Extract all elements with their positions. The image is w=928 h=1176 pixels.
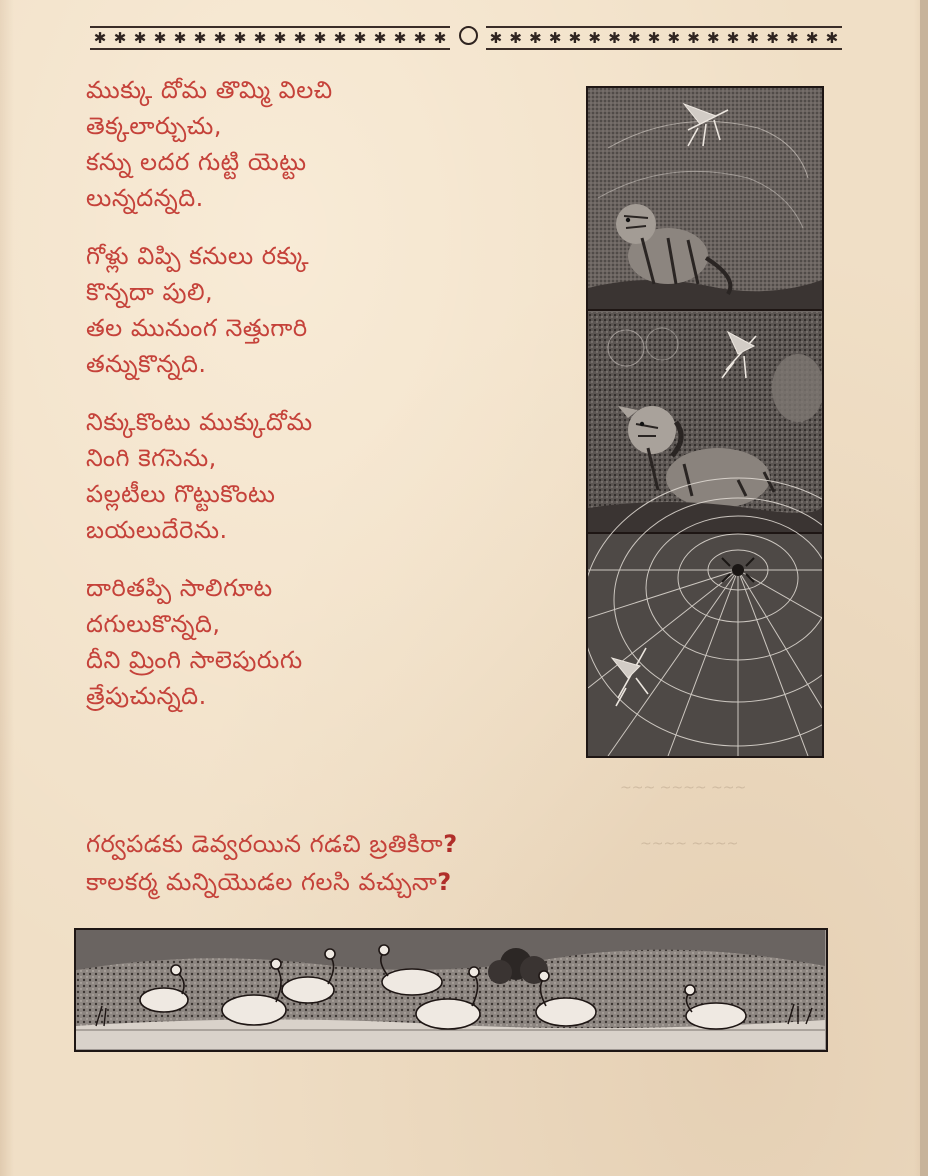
poem-line: లున్నదన్నది. — [86, 184, 204, 212]
poem-line: దగులుకొన్నది, — [86, 610, 221, 638]
poem — [86, 74, 556, 716]
stanza-3 — [86, 406, 556, 550]
geese-banner-illustration — [74, 928, 828, 1052]
ornament-star-icon: ✱ — [608, 29, 621, 47]
poem-line: కొన్నదా పులి, — [86, 278, 214, 306]
poem-line: బయలుదేరెను. — [86, 516, 228, 544]
stanza-2 — [86, 240, 556, 384]
poem-line: దీని మ్రింగి సాలెపురుగు — [86, 646, 303, 674]
ornament-star-icon: ✱ — [509, 29, 522, 47]
ornament-border-left — [90, 26, 450, 50]
scene-tiger-scratching — [588, 312, 822, 533]
ornament-star-icon: ✱ — [373, 29, 387, 47]
poem-line: దారితప్పి సాలిగూట — [86, 574, 273, 602]
ornament-star-icon: ✱ — [786, 29, 799, 47]
ornament-star-icon: ✱ — [293, 29, 307, 47]
poem-line: తెక్కలార్చుచు, — [86, 112, 222, 140]
page-edge — [920, 0, 928, 1176]
poem-line: కన్ను లదర గుట్టి యెట్టు — [86, 148, 307, 176]
ornament-star-icon: ✱ — [766, 29, 779, 47]
ornament-star-icon: ✱ — [687, 29, 700, 47]
ornament-star-icon: ✱ — [568, 29, 582, 47]
ornament-star-icon: ✱ — [193, 29, 207, 47]
closing-line — [86, 866, 586, 904]
stanza-1 — [86, 74, 556, 218]
closing-line-text: గర్వపడకు డెవ్వరయిన గడచి బ్రతికిరా — [86, 830, 444, 858]
ornament-star-icon: ✱ — [113, 29, 127, 47]
ornament-border-right — [486, 26, 842, 50]
ornament-star-icon: ✱ — [647, 29, 661, 47]
ornament-star-icon: ✱ — [333, 29, 347, 47]
illustration-svg — [588, 88, 822, 756]
ornament-star-icon: ✱ — [153, 29, 167, 47]
closing-line — [86, 828, 586, 866]
geese-banner-svg — [76, 930, 825, 1049]
ornament-star-icon: ✱ — [233, 29, 247, 47]
bleed-through-mark: ~~~ ~~~~ ~~~ — [620, 780, 747, 796]
ornament-star-icon: ✱ — [707, 29, 720, 47]
poem-line: తల మునుంగ నెత్తుగారి — [86, 314, 308, 342]
question-mark: ? — [443, 830, 458, 858]
ornament-star-icon: ✱ — [253, 29, 267, 47]
ornament-star-icon: ✱ — [726, 29, 740, 47]
poem-line: గోళ్లు విప్పి కనులు రక్కు — [86, 242, 310, 270]
ornament-star-icon: ✱ — [93, 29, 107, 47]
question-mark: ? — [437, 868, 452, 896]
ornament-star-icon: ✱ — [393, 29, 407, 47]
ornament-star-icon: ✱ — [213, 29, 227, 47]
ornament-star-icon: ✱ — [746, 29, 760, 47]
ornament-star-icon: ✱ — [627, 29, 641, 47]
poem-line: నిక్కుకొంటు ముక్కుదోమ — [86, 408, 313, 436]
ornament-star-icon: ✱ — [433, 29, 447, 47]
ornament-star-icon: ✱ — [825, 29, 839, 47]
closing-couplet — [86, 828, 586, 904]
ornament-star-icon: ✱ — [667, 29, 681, 47]
ornament-star-icon: ✱ — [529, 29, 542, 47]
ornament-star-icon: ✱ — [173, 29, 187, 47]
scene-mosquito-tiger — [588, 88, 822, 310]
closing-line-text: కాలకర్మ మన్నియొడల గలసి వచ్చునా — [86, 868, 438, 896]
story-illustration-panel — [586, 86, 824, 758]
ornament-star-icon: ✱ — [133, 29, 147, 47]
ornament-circle-icon — [459, 26, 478, 45]
header-ornament — [90, 22, 842, 52]
ornament-star-icon: ✱ — [413, 29, 427, 47]
poem-line: నింగి కెగసెను, — [86, 444, 217, 472]
ornament-star-icon: ✱ — [805, 29, 819, 47]
ornament-star-icon: ✱ — [353, 29, 367, 47]
poem-line: ముక్కు దోమ తొమ్మి విలచి — [86, 76, 333, 104]
poem-line: తన్నుకొన్నది. — [86, 350, 207, 378]
bleed-through-mark: ~~~~ ~~~~ — [640, 836, 739, 852]
ornament-star-icon: ✱ — [273, 29, 287, 47]
poem-line: త్రేపుచున్నది. — [86, 682, 207, 710]
ornament-star-icon: ✱ — [489, 29, 503, 47]
ornament-star-icon: ✱ — [588, 29, 601, 47]
stanza-4 — [86, 572, 556, 716]
poem-line: పల్లటీలు గొట్టుకొంటు — [86, 480, 276, 508]
ornament-star-icon: ✱ — [548, 29, 562, 47]
ornament-star-icon: ✱ — [313, 29, 327, 47]
